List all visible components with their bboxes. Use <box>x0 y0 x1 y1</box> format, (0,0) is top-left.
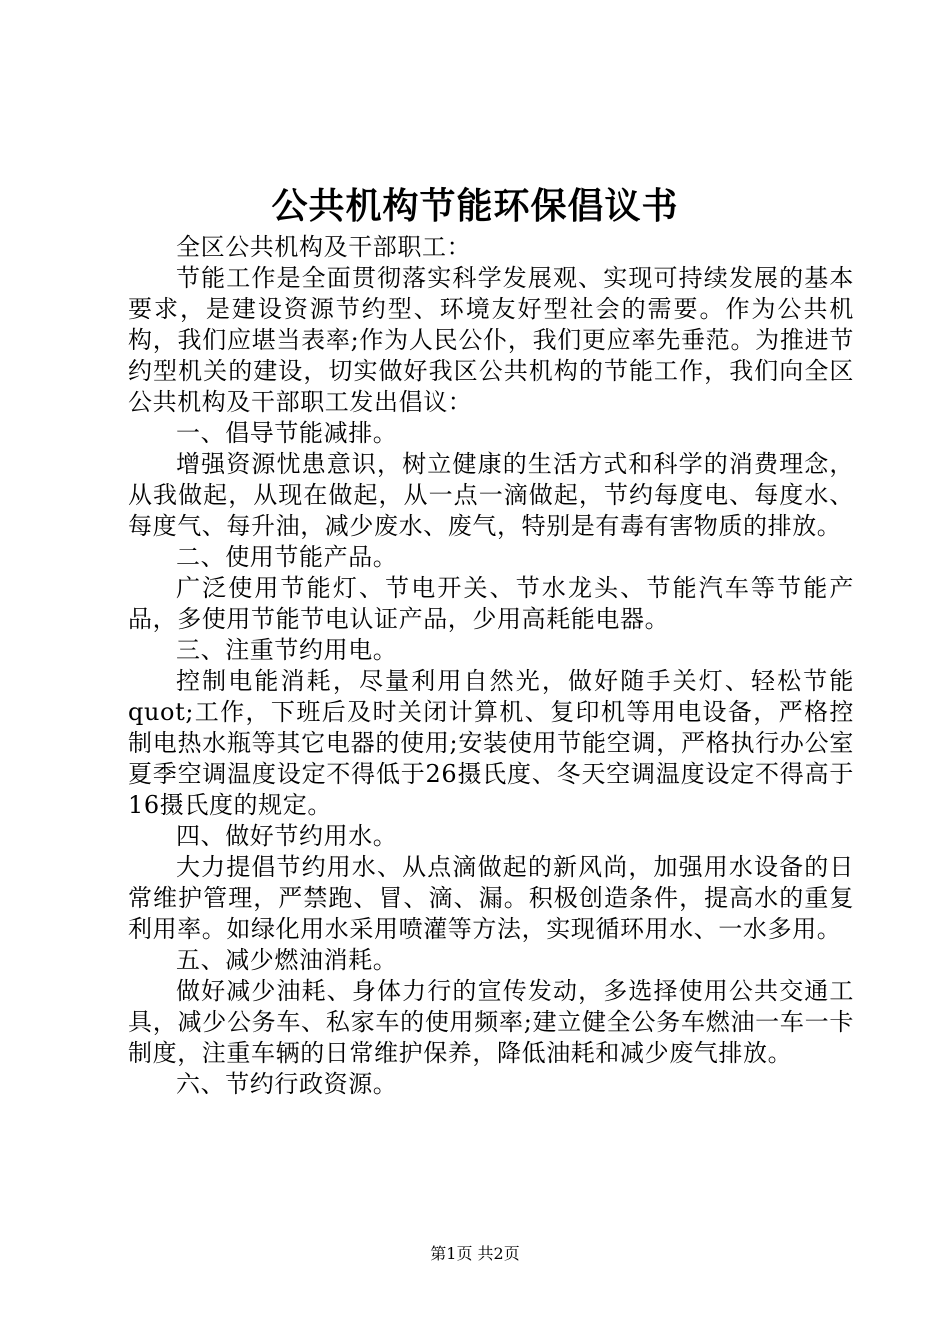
section-heading-3: 三、注重节约用电。 <box>176 636 398 664</box>
document-body <box>128 232 854 1100</box>
page-footer: 第1页 共2页 <box>430 1244 520 1263</box>
section-body-4: 大力提倡节约用水、从点滴做起的新风尚，加强用水设备的日常维护管理，严禁跑、冒、滴、漏。积极创造条件，提高水的重复利用率。如绿化用水采用喷灌等方法，实现循环用水、一水多用。 <box>128 853 854 943</box>
section-heading-5: 五、减少燃油消耗。 <box>176 946 398 974</box>
salutation: 全区公共机构及干部职工： <box>176 233 472 261</box>
intro-paragraph: 节能工作是全面贯彻落实科学发展观、实现可持续发展的基本要求，是建设资源节约型、环境友好型社会的需要。作为公共机构，我们应堪当表率;作为人民公仆，我们更应率先垂范。为推进节约型机关的建设，切实做好我区公共机构的节能工作，我们向全区公共机构及干部职工发出倡议： <box>128 264 854 416</box>
section-body-2: 广泛使用节能灯、节电开关、节水龙头、节能汽车等节能产品，多使用节能节电认证产品，少用高耗能电器。 <box>128 574 854 633</box>
section-body-5: 做好减少油耗、身体力行的宣传发动，多选择使用公共交通工具，减少公务车、私家车的使用频率;建立健全公务车燃油一车一卡制度，注重车辆的日常维护保养，降低油耗和减少废气排放。 <box>128 977 854 1067</box>
section-heading-6: 六、节约行政资源。 <box>176 1070 398 1098</box>
section-body-1: 增强资源忧患意识，树立健康的生活方式和科学的消费理念，从我做起，从现在做起，从一点一滴做起，节约每度电、每度水、每度气、每升油，减少废水、废气，特别是有毒有害物质的排放。 <box>128 450 854 540</box>
section-heading-2: 二、使用节能产品。 <box>176 543 398 571</box>
section-heading-4: 四、做好节约用水。 <box>176 822 398 850</box>
section-heading-1: 一、倡导节能减排。 <box>176 419 398 447</box>
document-title: 公共机构节能环保倡议书 <box>271 186 679 227</box>
section-body-3: 控制电能消耗，尽量利用自然光，做好随手关灯、轻松节能quot;工作，下班后及时关闭计算机、复印机等用电设备，严格控制电热水瓶等其它电器的使用;安装使用节能空调，严格执行办公室夏季空调温度设定不得低于26摄氏度、冬天空调温度设定不得高于16摄氏度的规定。 <box>128 667 854 819</box>
